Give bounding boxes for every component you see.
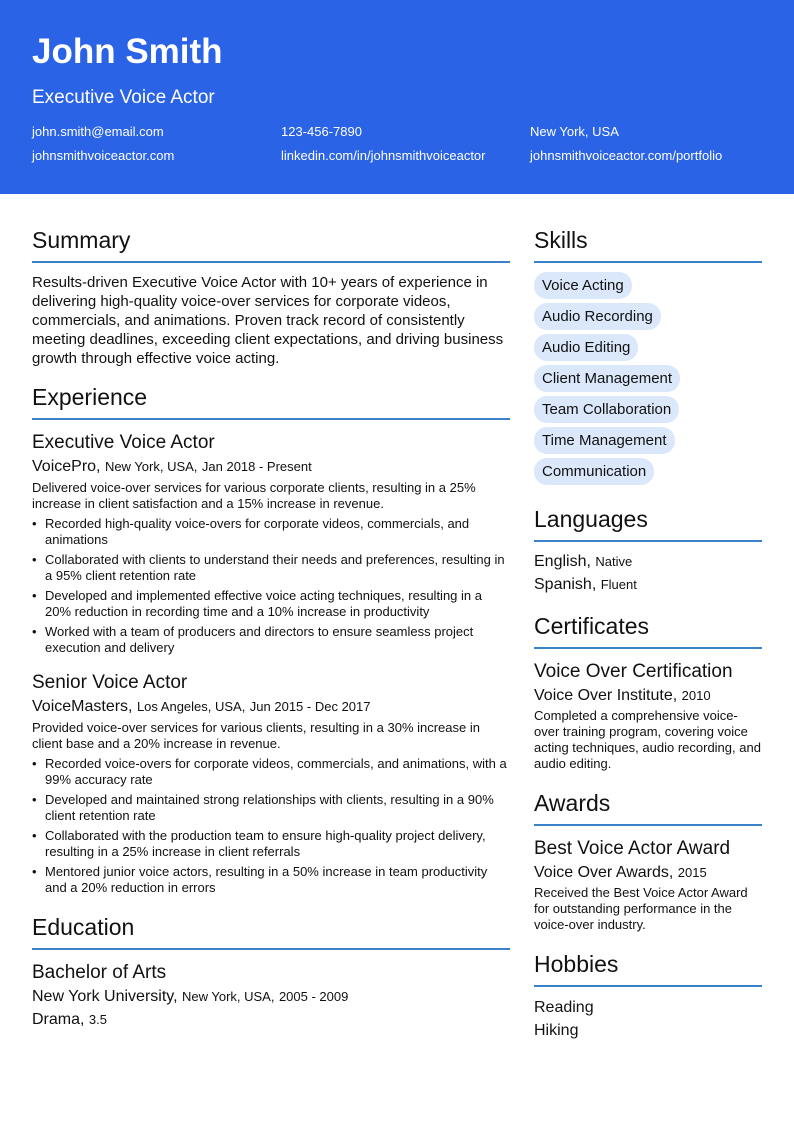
hobbies-section [534, 950, 762, 1042]
language-name: Spanish, [534, 576, 597, 593]
education-heading: Education [32, 913, 510, 950]
job-dates: Jun 2015 - Dec 2017 [249, 699, 371, 714]
job-entry [32, 431, 510, 656]
job-bullet: • Recorded high-quality voice-overs for corporate videos, commercials, and animations [32, 516, 510, 548]
award-year: 2015 [677, 865, 707, 880]
education-gpa: 3.5 [88, 1012, 107, 1027]
left-column [32, 226, 510, 1029]
experience-heading: Experience [32, 383, 510, 420]
job-description: Delivered voice-over services for various corporate clients, resulting in a 25% increase in client satisfaction and a 15% increase in revenue. [32, 480, 476, 511]
job-bullets [32, 756, 510, 896]
contact-linkedin[interactable]: linkedin.com/in/johnsmithvoiceactor [281, 148, 486, 163]
education-section [32, 913, 510, 1029]
education-location: New York, USA, [181, 989, 275, 1004]
summary-text: Results-driven Executive Voice Actor with 10+ years of experience in delivering high-quality voice-over services for corporate videos, commercials, and animations. Proven track record of consistently meeting deadlines, exceeding client expectations, and driving business growth through effective voice acting. [32, 274, 504, 367]
awards-section [534, 789, 762, 933]
certificates-section [534, 612, 762, 772]
education-field-row [32, 1011, 510, 1029]
summary-heading: Summary [32, 226, 510, 263]
job-bullet: • Developed and implemented effective voice acting techniques, resulting in a 20% reduction in recording time and a 10% increase in productivity [32, 588, 510, 620]
job-company: VoiceMasters, [32, 698, 133, 715]
contact-phone[interactable]: 123-456-7890 [281, 124, 362, 139]
award-description: Received the Best Voice Actor Award for outstanding performance in the voice-over industry. [534, 885, 748, 932]
language-level: Native [595, 554, 633, 569]
awards-heading: Awards [534, 789, 762, 826]
certificate-name: Voice Over Certification [534, 661, 733, 682]
hobbies-heading: Hobbies [534, 950, 762, 987]
job-meta [32, 458, 510, 476]
award-issuer: Voice Over Awards, [534, 864, 674, 881]
experience-section [32, 383, 510, 896]
award-meta [534, 864, 762, 882]
skills-section [534, 226, 762, 489]
job-company: VoicePro, [32, 458, 101, 475]
education-degree: Bachelor of Arts [32, 962, 167, 983]
education-school: New York University, [32, 988, 178, 1005]
contact-location: New York, USA [530, 124, 619, 139]
education-field: Drama, [32, 1011, 85, 1028]
language-item [534, 551, 762, 573]
job-title: Senior Voice Actor [32, 672, 188, 693]
contact-portfolio[interactable]: johnsmithvoiceactor.com/portfolio [530, 148, 723, 163]
skill-pill: Time Management [534, 427, 675, 454]
certificates-heading: Certificates [534, 612, 762, 649]
hobby-item: Reading [534, 999, 594, 1016]
job-bullet: • Worked with a team of producers and directors to ensure seamless project execution and delivery [32, 624, 510, 656]
skill-pill: Communication [534, 458, 654, 485]
language-item [534, 574, 762, 596]
summary-section [32, 226, 510, 368]
job-title: Executive Voice Actor [32, 432, 215, 453]
certificate-year: 2010 [681, 688, 711, 703]
job-location: Los Angeles, USA, [136, 699, 246, 714]
certificate-description: Completed a comprehensive voice-over training program, covering voice acting techniques, audio recording, and audio editing. [534, 708, 761, 771]
skills-heading: Skills [534, 226, 762, 263]
languages-section [534, 505, 762, 596]
job-bullet: • Mentored junior voice actors, resulting in a 50% increase in team productivity and a 20% reduction in errors [32, 864, 510, 896]
award-name: Best Voice Actor Award [534, 838, 731, 859]
job-bullet: • Collaborated with clients to understand their needs and preferences, resulting in a 95% client retention rate [32, 552, 510, 584]
contact-email[interactable]: john.smith@email.com [32, 124, 164, 139]
education-meta [32, 988, 510, 1006]
skill-pill: Audio Editing [534, 334, 638, 361]
job-entry [32, 671, 510, 896]
contact-website[interactable]: johnsmithvoiceactor.com [32, 148, 175, 163]
contact-info [32, 124, 762, 164]
resume-header [0, 0, 794, 194]
job-description: Provided voice-over services for various clients, resulting in a 30% increase in client base and a 20% increase in revenue. [32, 720, 480, 751]
job-dates: Jan 2018 - Present [201, 459, 312, 474]
certificate-meta [534, 687, 762, 705]
job-bullet: • Collaborated with the production team to ensure high-quality project delivery, resulting in a 25% increase in client referrals [32, 828, 510, 860]
languages-heading: Languages [534, 505, 762, 542]
job-bullets [32, 516, 510, 656]
job-bullet: • Developed and maintained strong relationships with clients, resulting in a 90% client retention rate [32, 792, 510, 824]
skill-pill: Audio Recording [534, 303, 661, 330]
certificate-issuer: Voice Over Institute, [534, 687, 678, 704]
education-dates: 2005 - 2009 [278, 989, 349, 1004]
candidate-title: Executive Voice Actor [32, 87, 215, 108]
skill-pill: Voice Acting [534, 272, 632, 299]
skill-pill: Team Collaboration [534, 396, 679, 423]
language-level: Fluent [600, 577, 637, 592]
candidate-name: John Smith [32, 32, 223, 71]
job-location: New York, USA, [104, 459, 198, 474]
skill-pill: Client Management [534, 365, 680, 392]
language-name: English, [534, 553, 591, 570]
hobby-item: Hiking [534, 1022, 579, 1039]
job-meta [32, 698, 510, 716]
job-bullet: • Recorded voice-overs for corporate videos, commercials, and animations, with a 99% accuracy rate [32, 756, 510, 788]
right-column [534, 226, 762, 1042]
